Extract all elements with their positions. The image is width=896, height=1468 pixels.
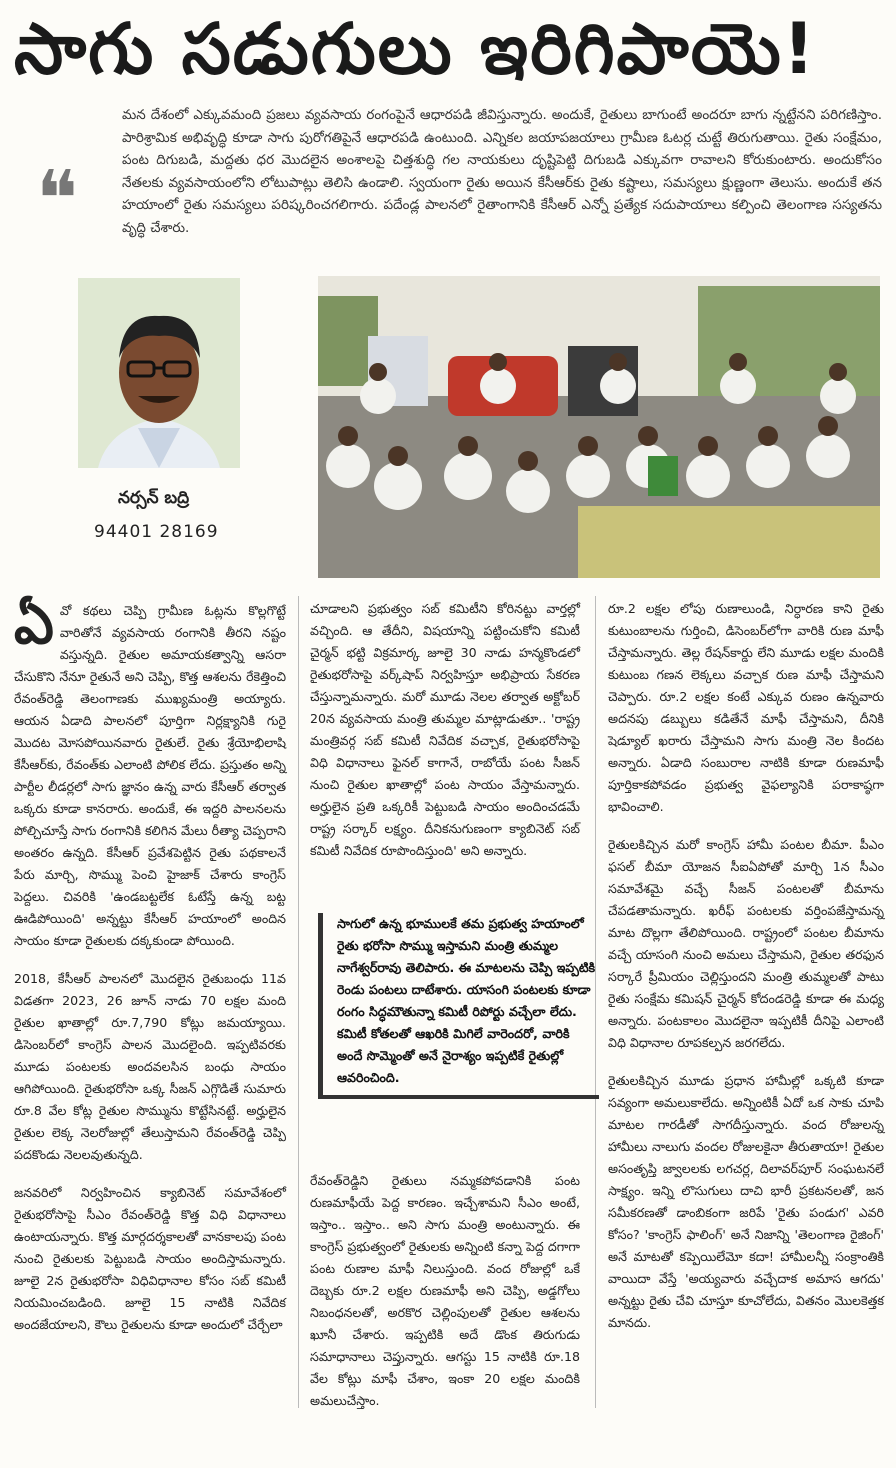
author-name: నర్సన్ బద్రి bbox=[118, 488, 190, 508]
protest-photo bbox=[318, 276, 880, 578]
author-photo bbox=[78, 278, 240, 468]
col2-para-2: రేవంత్‌రెడ్డిని రైతులు నమ్మకపోవడానికి పంట రుణమాఫీయే పెద్ద కారణం. ఇచ్చేశామని సీఎం అంటే, ఇస్తాం.. ఇస్తాం.. అని సాగు మంత్రి అంటున్నారు. ఈ కాంగ్రెస్ ప్రభుత్వంలో రైతులకు అన్నింటి కన్నా పెద్ద దగాగా పంట రుణాల మాఫీ నిలుస్తుంది. వంద రోజుల్లో ఒకే దెబ్బకు రూ.2 లక్షల రుణమాఫీ అని చెప్పి, అడ్డగోలు నిబంధనలతో, అరకొర చెల్లింపులతో రైతుల ఆశలను ఖూనీ చేశారు. ఇప్పటికి అదే డొంక తిరుగుడు సమాధానాలు చెప్తున్నారు. ఆగస్టు 15 నాటికి రూ.18 వేల కోట్లు మాఫీ చేశాం, ఇంకా 20 లక్షల మందికి అమలుచేస్తాం. bbox=[310, 1173, 580, 1408]
col3-para-2: రైతులకిచ్చిన మరో కాంగ్రెస్ హామీ పంటల బీమా. పీఎం ఫసల్ బీమా యోజన సీఐఏపోతో మార్చి 1న సీఎం సమావేశమై వచ్చే సీజన్ పంటలతో బీమాను చేపడతామన్నారు. ఖరీఫ్ పంటలకు వర్తింపజేస్తామన్న మాట దొల్లగా తేలిపోయింది. రాష్ట్రంలో పంటల బీమాను వచ్చే యాసంగి నుంచి అమలు చేస్తామని, రైతుల తరఫున సర్కారే ప్రీమియం చెల్లిస్తుందని మంత్రి తుమ్మలతో పాటు రైతు సంక్షేమ కమిషన్ చైర్మన్ కోదండరెడ్డి కూడా ఈ మధ్య అన్నారు. పంటకాలం మొదలైనా ఇప్పటికీ దీనిపై ఎలాంటి విధి విధానాల రూపకల్పన జరగలేదు. bbox=[608, 837, 884, 1050]
dropcap: ఏ bbox=[14, 592, 54, 657]
column-1 bbox=[14, 592, 286, 1352]
col1-para-3: జనవరిలో నిర్వహించిన క్యాబినెట్ సమావేశంలో రైతుభరోసాపై సీఎం రేవంత్‌రెడ్డి కొత్త విధి విధానాలు ఉంటాయన్నారు. కొత్త మార్గదర్శకాలతో వానకాలపు పంట నుంచి రైతులకు పెట్టుబడి సాయం అందిస్తామన్నారు. జూలై 2న రైతుభరోసా విధివిధానాల కోసం సబ్ కమిటీ నియమించబడింది. జూలై 15 నాటికి నివేదిక అందజేయాలని, కౌలు రైతులను కూడా అందులో చేర్చేలా bbox=[14, 1185, 286, 1332]
column-2-continued bbox=[310, 1170, 580, 1412]
col2-para-1: చూడాలని ప్రభుత్వం సబ్ కమిటీని కోరినట్టు వార్తల్లో వచ్చింది. ఆ తేదీని, విషయాన్ని పట్టించుకోని కమిటీ చైర్మన్ భట్టి విక్రమార్క జూలై 30 నాడు హన్మకొండలో రైతుభరోసాపై వర్క్‌షాప్ నిర్వహిస్తూ అభిప్రాయ సేకరణ చేస్తున్నామన్నారు. మరో మూడు నెలల తర్వాత అక్టోబర్ 20న వ్యవసాయ మంత్రి తుమ్మల మాట్లాడుతూ.. 'రాష్ట్ర మంత్రివర్గ సబ్ కమిటీ నివేదిక వచ్చాక, రైతుభరోసాపై విధి విధానాలు ఫైనల్ కాగానే, రాబోయే పంట సీజన్ నుంచి రైతుల ఖాతాల్లో పంట సాయం వేస్తామన్నారు. అర్హులైన ప్రతి ఒక్కరికీ పెట్టుబడి సాయం అందించడమే రాష్ట్ర సర్కార్ లక్ష్యం. దీనికనుగుణంగా క్యాబినెట్ సబ్ కమిటీ నివేదిక రూపొందిస్తుంది' అని అన్నారు. bbox=[310, 601, 580, 858]
pull-quote: సాగులో ఉన్న భూములకే తమ ప్రభుత్వ హయాంలో రైతు భరోసా సొమ్ము ఇస్తామని మంత్రి తుమ్మల నాగేశ్వర్‌రావు తెలిపారు. ఈ మాటలను చెప్పి ఇప్పటికి రెండు పంటలు దాటేశారు. యాసంగి పంటలకు కూడా రంగం సిద్ధమౌతున్నా కమిటీ రిపోర్టు వచ్చేలా లేదు. కమిటీ కోతలతో ఆఖరికి మిగిలే వారెందరో, వారికి అందే సొమ్మెంతో అనే నైరాశ్యం ఇప్పటికే రైతుల్లో ఆవరించింది. bbox=[318, 913, 599, 1099]
col1-para-2: 2018, కేసీఆర్ పాలనలో మొదలైన రైతుబంధు 11వ విడతగా 2023, 26 జూన్ నాడు 70 లక్షల మంది రైతుల ఖాతాల్లో రూ.7,790 కోట్లు జమయ్యాయి. డిసెంబర్‌లో కాంగ్రెస్ పాలన మొదలైంది. ఇప్పటివరకు మూడు పంటలకు అందవలసిన బంధు సాయం ఆగిపోయింది. రైతుభరోసా ఒక్క సీజన్ ఎగ్గొడితే సుమారు రూ.8 వేల కోట్ల రైతుల సొమ్మును కొట్టేసినట్టే. అర్హులైన రైతుల లెక్క నెలరోజుల్లో తేలుస్తామని రేవంత్‌రెడ్డి చెప్పి పదకొండు నెలలవుతున్నది. bbox=[14, 971, 286, 1162]
headline: సాగు సడుగులు ఇరిగిపాయె! bbox=[14, 8, 817, 90]
col3-para-1: రూ.2 లక్షల లోపు రుణాలుండి, నిర్ధారణ కాని రైతు కుటుంబాలను గుర్తించి, డిసెంబర్‌లోగా వారికి రుణ మాఫీ చేస్తామన్నారు. తెల్ల రేషన్‌కార్డు లేని మూడు లక్షల మందికి కుటుంబ గణన లెక్కలు వచ్చాక రుణ మాఫీ చేస్తామని చెప్పారు. రూ.2 లక్షల కంటే ఎక్కువ రుణం ఉన్నవారు అదనపు డబ్బులు కడితేనే మాఫీ చేస్తామని, దీనికి షెడ్యూల్ ఖరారు చేస్తామని సాగు మంత్రి నెల కిందట అన్నారు. ఏడాది సంబురాల నాటికి కూడా రుణమాఫీ పూర్తికాకపోవడం ప్రభుత్వ వైఫల్యానికి పరాకాష్ఠగా భావించాలి. bbox=[608, 601, 884, 814]
intro-paragraph: మన దేశంలో ఎక్కువమంది ప్రజలు వ్యవసాయ రంగంపైనే ఆధారపడి జీవిస్తున్నారు. అందుకే, రైతులు బాగుంటే అందరూ బాగు న్నట్టేనని పరిగణిస్తాం. పారిశ్రామిక అభివృద్ధి కూడా సాగు పురోగతిపైనే ఆధారపడి ఉంటుంది. ఎన్నికల జయాపజయాలు గ్రామీణ ఓటర్ల చుట్టే తిరుగుతాయి. రైతు సంక్షేమం, పంట దిగుబడి, మద్దతు ధర మొదలైన అంశాలపై చిత్తశుద్ధి గల నాయకులు దృష్టిపెట్టి దిగుబడి ఎక్కువగా రావాలని కోరుకుంటారు. అందుకోసం నేతలకు వ్యవసాయంలోని లోటుపాట్లు తెలిసి ఉండాలి. స్వయంగా రైతు అయిన కేసీఆర్‌కు రైతు కష్టాలు, సమస్యలు క్షుణ్ణంగా తెలుసు. అందుకే తన హయాంలో రైతు సమస్యలు పరిష్కరించగలిగారు. పదేండ్ల పాలనలో రైతాంగానికి కేసీఆర్ ఎన్నో ప్రత్యేక సదుపాయాలు కల్పించి తెలంగాణ సస్యతను వృద్ధి చేశారు. bbox=[122, 107, 882, 236]
col1-para-1: ఏవో కథలు చెప్పి గ్రామీణ ఓట్లను కొల్లగొట్టే వారితోనే వ్యవసాయ రంగానికి తీరని నష్టం వస్తున్నది. రైతుల అమాయకత్వాన్ని ఆసరా చేసుకొని నేనూ రైతునే అని చెప్పి, కొత్త ఆశలను రేకెత్తించి రేవంత్‌రెడ్డి తెలంగాణకు ముఖ్యమంత్రి అయ్యారు. ఆయన ఏడాది పాలనలో పూర్తిగా నిర్లక్ష్యానికి గురై మొదట మోసపోయినవారు రైతులే. రైతు శ్రేయోభిలాషి కేసీఆర్‌కు, రేవంత్‌కు ఎలాంటి పోలిక లేదు. ప్రస్తుతం అన్ని పార్టీల లీడర్లలో సాగు జ్ఞానం ఉన్న వారు కేసీఆర్ తర్వాత ఒక్కరు కూడా కానరారు. అందుకే, ఈ ఇద్దరి పాలనలను పోల్చిచూస్తే సాగు రంగానికి కలిగిన మేలు రీత్యా చెప్పరాని అంతరం ఉన్నది. కేసీఆర్ ప్రవేశపెట్టిన రైతు పథకాలనే పేరు మార్చి, సొమ్ము పెంచి హైజాక్ చేశారు కాంగ్రెస్ పెద్దలు. చివరికి 'ఉండబట్టలేక ఓటేస్తే ఉన్న బట్ట ఊడిపోయింది' అన్నట్టు కేసీఆర్ హయాంలో అందిన సాయం కూడా రైతులకు దక్కకుండా పోయింది. bbox=[14, 592, 286, 948]
column-2 bbox=[310, 598, 580, 878]
column-3 bbox=[608, 598, 884, 1350]
col3-para-3: రైతులకిచ్చిన మూడు ప్రధాన హామీల్లో ఒక్కటి కూడా సవ్యంగా అమలుకాలేదు. అన్నింటికీ ఏదో ఒక సాకు చూపి మాటల గారడీతో సాగదీస్తున్నారు. వంద రోజులన్న హామీలు నాలుగు వందల రోజులకైనా తీరుతాయా! రైతుల అసంతృప్తి జ్వాలలకు లగచర్ల, దిలావర్‌పూర్ సంఘటనలే సాక్ష్యం. ఇన్ని లొసుగులు దాచి భారీ ప్రకటనలతో, జన సమీకరణతో డాంబికంగా జరిపే 'రైతు పండుగ' ఎవరి కోసం? 'కాంగ్రెస్ ఫాలింగ్' అనే నిజాన్ని 'తెలంగాణ రైజింగ్' అనే మాటతో కప్పెయిలేమో కదా! హామీలన్నీ సంక్రాంతికి వాయిదా వేస్తే 'అయ్యవారు వచ్చేదాక అమాస ఆగదు' అన్నట్టు రైతు చేవి చూస్తూ కూచోలేదు, వితనం మొలకెత్తక మానదు. bbox=[608, 1073, 884, 1330]
quote-mark-icon: ❝ bbox=[36, 155, 78, 245]
author-phone: 94401 28169 bbox=[94, 522, 219, 542]
